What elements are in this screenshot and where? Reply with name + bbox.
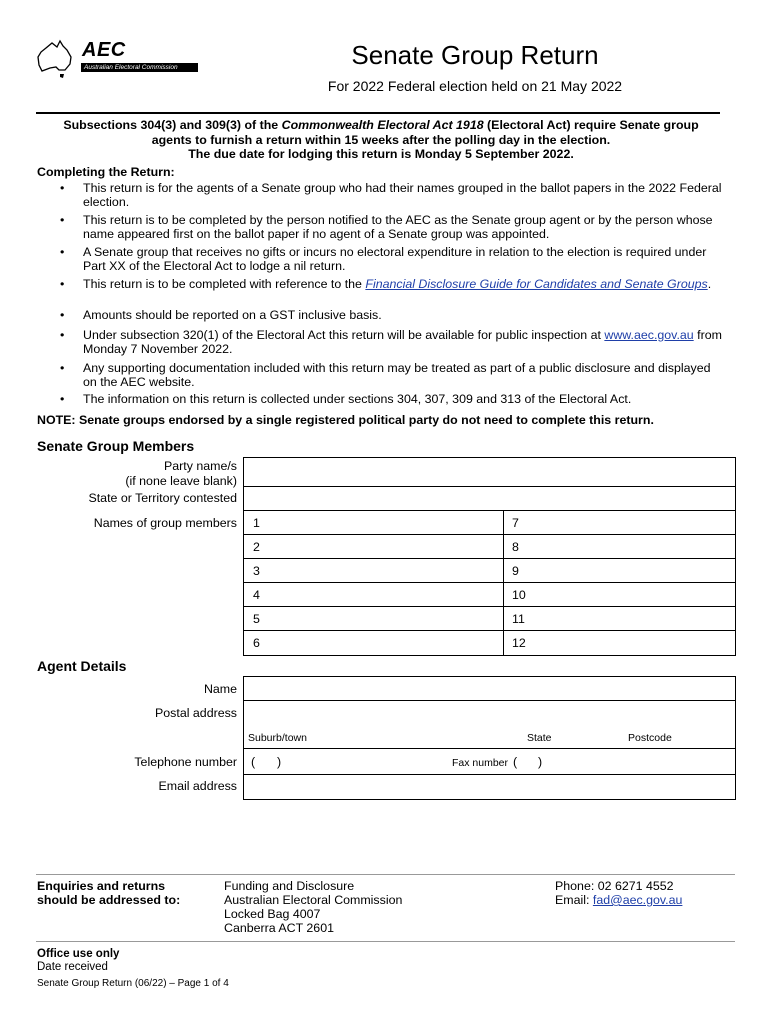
intro-block [36, 118, 726, 162]
agent-name-label: Name [203, 682, 237, 696]
state-label: State or Territory contested [88, 491, 237, 505]
members-grid [243, 510, 736, 658]
note-text: NOTE: Senate groups endorsed by a single registered political party do not need to complete this return. [37, 413, 654, 427]
office-divider [36, 941, 735, 942]
intro-line-2: agents to furnish a return within 15 weeks after the polling day in the election. [151, 132, 611, 147]
completing-heading: Completing the Return: [37, 165, 175, 179]
contact-block: Phone: 02 6271 4552 Email: fad@aec.gov.au [555, 879, 683, 907]
party-name-field[interactable] [243, 457, 736, 489]
postal-address-label: Postal address [155, 706, 237, 720]
member-field-9[interactable]: 9 [503, 558, 736, 584]
enquiries-label: Enquiries and returns should be addressed to: [37, 879, 181, 907]
financial-guide-link[interactable]: Financial Disclosure Guide for Candidates and Senate Groups [365, 277, 708, 291]
postal-address-block: Funding and Disclosure Australian Electoral Commission Locked Bag 4007 Canberra ACT 2601 [224, 879, 403, 935]
members-heading: Senate Group Members [37, 438, 195, 454]
member-field-3[interactable]: 3 [243, 558, 505, 584]
state-field[interactable] [243, 486, 736, 512]
page-footer: Senate Group Return (06/22) – Page 1 of 4 [37, 978, 229, 989]
member-field-4[interactable]: 4 [243, 582, 505, 608]
footer-divider [36, 874, 735, 875]
australia-map-icon [36, 38, 78, 82]
office-use-label: Office use only [37, 948, 120, 960]
member-field-7[interactable]: 7 [503, 510, 736, 536]
date-received-label: Date received [37, 961, 108, 973]
member-field-8[interactable]: 8 [503, 534, 736, 560]
fax-label: Fax number [452, 757, 509, 769]
intro-line-1: Subsections 304(3) and 309(3) of the Commonwealth Electoral Act 1918 (Electoral Act) require Senate group [63, 118, 699, 132]
postal-address-field[interactable] [243, 700, 736, 750]
email-label: Email address [158, 779, 237, 793]
agent-name-field[interactable] [243, 676, 736, 702]
member-field-1[interactable]: 1 [243, 510, 505, 536]
email-field[interactable] [243, 774, 736, 800]
state-sublabel: State [527, 732, 552, 744]
logo-aec-text: AEC [82, 39, 126, 61]
member-field-12[interactable]: 12 [503, 630, 736, 656]
telephone-label: Telephone number [134, 755, 237, 769]
member-field-5[interactable]: 5 [243, 606, 505, 632]
agent-heading: Agent Details [37, 658, 127, 674]
member-field-6[interactable]: 6 [243, 630, 505, 656]
party-label: Party name/s (if none leave blank) [125, 459, 237, 488]
member-field-10[interactable]: 10 [503, 582, 736, 608]
member-field-2[interactable]: 2 [243, 534, 505, 560]
intro-due-date: The due date for lodging this return is Monday 5 September 2022. [188, 147, 574, 161]
aec-website-link[interactable]: www.aec.gov.au [604, 328, 694, 342]
postcode-label: Postcode [628, 732, 672, 744]
names-label: Names of group members [93, 516, 237, 530]
contact-email-link[interactable]: fad@aec.gov.au [592, 893, 683, 907]
page-subtitle: For 2022 Federal election held on 21 May 2022 [327, 78, 623, 94]
logo-subtext: Australian Electoral Commission [81, 63, 198, 72]
contact-phone: Phone: 02 6271 4552 [555, 879, 674, 893]
aec-logo [36, 38, 201, 82]
suburb-label: Suburb/town [248, 732, 307, 744]
header-divider [36, 112, 720, 114]
telephone-field[interactable]: ( ) Fax number ( ) [243, 748, 736, 776]
member-field-11[interactable]: 11 [503, 606, 736, 632]
page-title: Senate Group Return [351, 40, 599, 70]
